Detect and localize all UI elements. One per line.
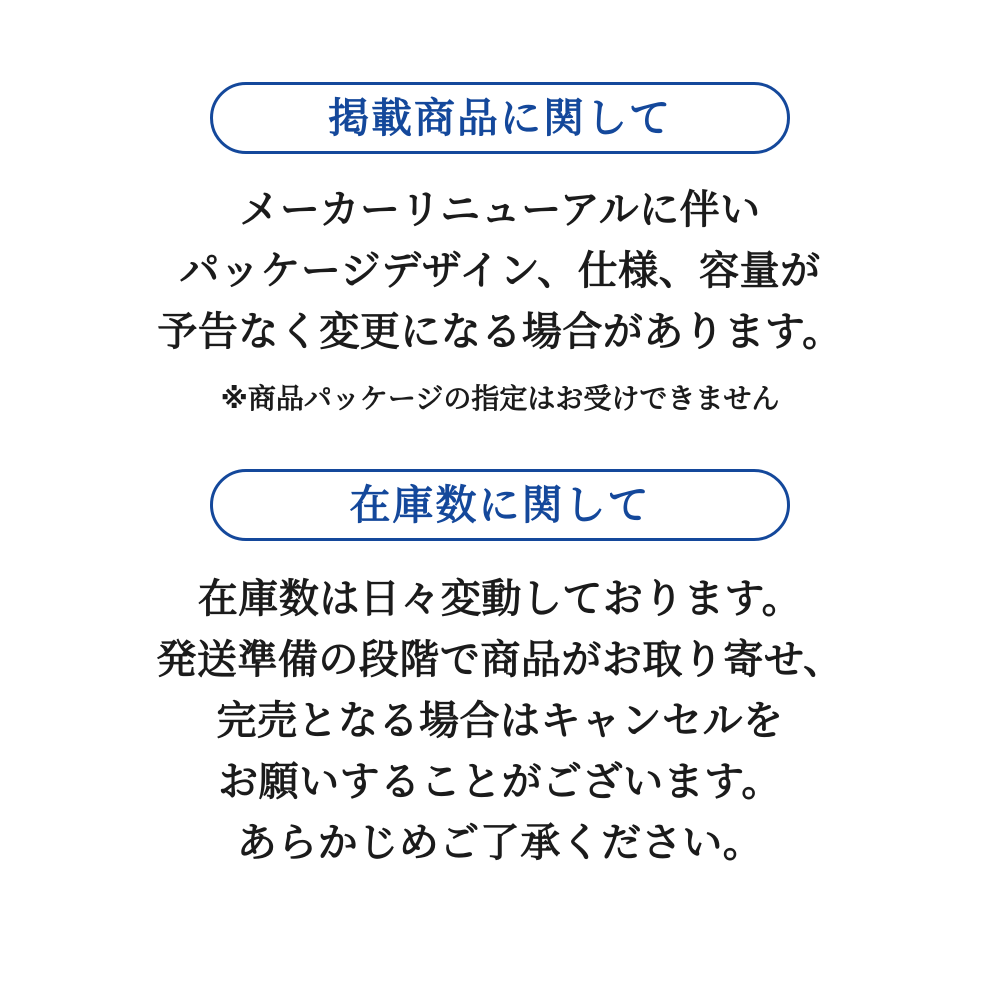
- body-line: 発送準備の段階で商品がお取り寄せ、: [156, 638, 844, 682]
- section-heading-stock: [210, 469, 790, 541]
- body-line: メーカーリニューアルに伴い: [239, 188, 761, 232]
- section-heading-label: 在庫数に関して: [349, 481, 651, 528]
- body-line: あらかじめご了承ください。: [236, 821, 764, 865]
- section-body-stock: [156, 569, 843, 874]
- section-heading-label: 掲載商品に関して: [328, 94, 672, 141]
- section-heading-shipping-products: [210, 82, 790, 154]
- body-line: パッケージデザイン、仕様、容量が: [179, 249, 821, 293]
- section-body-products: [157, 180, 842, 363]
- section-note-products: ※商品パッケージの指定はお受けできません: [220, 383, 780, 414]
- body-line: お願いすることがございます。: [218, 760, 782, 804]
- body-line: 在庫数は日々変動しております。: [197, 577, 803, 621]
- body-line: 完売となる場合はキャンセルを: [216, 699, 784, 743]
- body-line: 予告なく変更になる場合があります。: [157, 310, 843, 354]
